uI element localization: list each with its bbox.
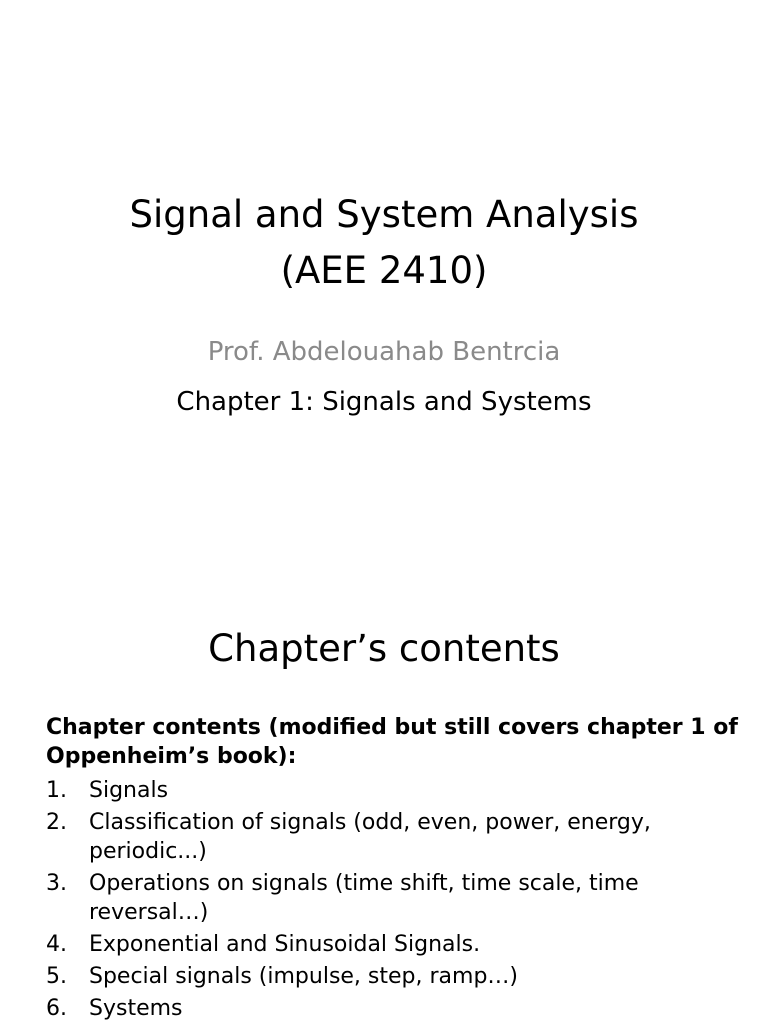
course-title: Signal and System Analysis	[129, 193, 639, 236]
list-item-text: Systems	[89, 996, 183, 1021]
list-item-text: Signals	[89, 778, 169, 803]
list-item	[46, 776, 746, 805]
chapter-title: Chapter 1: Signals and Systems	[176, 387, 592, 417]
list-item-number: 6.	[46, 996, 67, 1021]
list-item	[46, 808, 746, 866]
course-code: (AEE 2410)	[280, 249, 488, 292]
contents-intro: Chapter contents (modified but still covers chapter 1 of Oppenheim’s book):	[46, 715, 738, 769]
list-item-text: Exponential and Sinusoidal Signals.	[89, 932, 481, 957]
list-item-text: Classification of signals (odd, even, power, energy, periodic...)	[89, 810, 651, 864]
list-item	[46, 962, 746, 991]
list-item	[46, 994, 746, 1023]
list-item-number: 5.	[46, 964, 67, 989]
list-item-number: 3.	[46, 871, 67, 896]
contents-slide	[0, 576, 768, 1024]
list-item-text: Special signals (impulse, step, ramp…)	[89, 964, 518, 989]
list-item	[46, 930, 746, 959]
author-name: Prof. Abdelouahab Bentrcia	[207, 337, 561, 367]
contents-list	[46, 776, 746, 1024]
list-item-number: 4.	[46, 932, 67, 957]
contents-slide-title: Chapter’s contents	[208, 627, 560, 670]
list-item-number: 2.	[46, 810, 67, 835]
list-item	[46, 869, 746, 927]
list-item-number: 1.	[46, 778, 67, 803]
list-item-text: Operations on signals (time shift, time scale, time reversal…)	[89, 871, 639, 925]
